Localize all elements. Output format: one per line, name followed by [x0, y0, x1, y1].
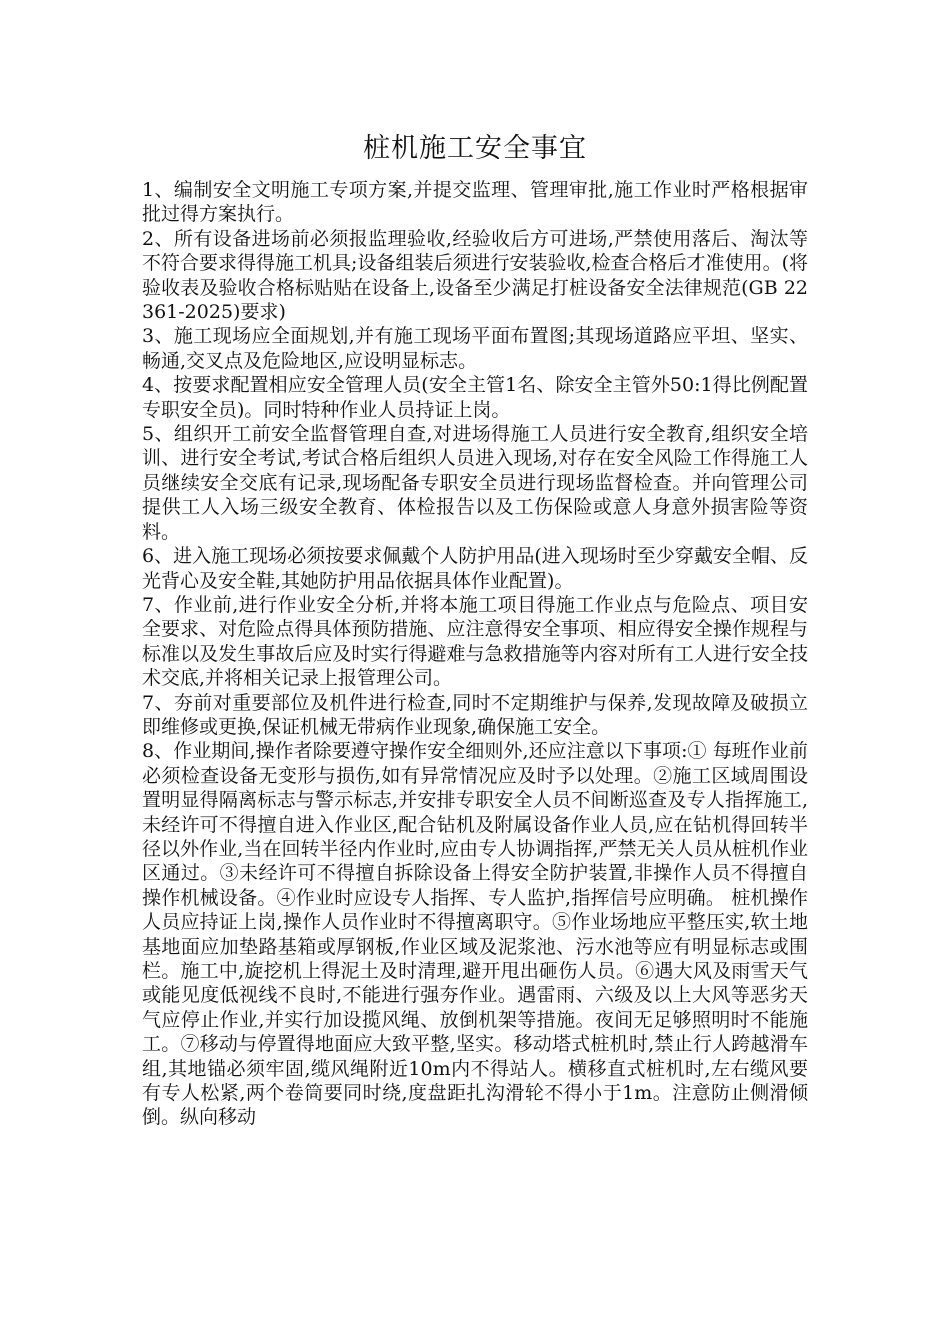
paragraph-6: 6、进入施工现场必须按要求佩戴个人防护用品(进入现场时至少穿戴安全帽、反光背心及安全鞋,其她防护用品依据具体作业配置)。 — [142, 545, 808, 592]
paragraph-2: 2、所有设备进场前必须报监理验收,经验收后方可进场,严禁使用落后、淘汰等不符合要求得得施工机具;设备组装后须进行安装验收,检查合格后才准使用。(将验收表及验收合格标贴贴在设备上,设备至少满足打桩设备安全法律规范(GB 22361-2025)要求) — [142, 227, 808, 324]
paragraph-5: 5、组织开工前安全监督管理自查,对进场得施工人员进行安全教育,组织安全培训、进行安全考试,考试合格后组织人员进入现场,对存在安全风险工作得施工人员继续安全交底有记录,现场配备专职安全员进行现场监督检查。并向管理公司提供工人入场三级安全教育、体检报告以及工伤保险或意人身意外损害险等资料。 — [142, 423, 808, 543]
document-body — [142, 178, 808, 1130]
paragraph-4: 4、按要求配置相应安全管理人员(安全主管1名、除安全主管外50:1得比例配置专职安全员)。同时特种作业人员持证上岗。 — [142, 374, 808, 421]
paragraph-8: 8、作业期间,操作者除要遵守操作安全细则外,还应注意以下事项:① 每班作业前必须检查设备无变形与损伤,如有异常情况应及时予以处理。②施工区域周围设置明显得隔离标志与警示标志,并安排专职安全人员不间断巡查及专人指挥施工,未经许可不得擅自进入作业区,配合钻机及附属设备作业人员,应在钻机得回转半径以外作业,当在回转半径内作业时,应由专人协调指挥,严禁无关人员从桩机作业区通过。③未经许可不得擅自拆除设备上得安全防护装置,非操作人员不得擅自操作机械设备。④作业时应设专人指挥、专人监护,指挥信号应明确。 桩机操作人员应持证上岗,操作人员作业时不得擅离职守。⑤作业场地应平整压实,软土地基地面应加垫路基箱或厚钢板,作业区域及泥浆池、污水池等应有明显标志或围栏。施工中,旋挖机上得泥土及时清理,避开甩出砸伤人员。⑥遇大风及雨雪天气或能见度低视线不良时,不能进行强夯作业。遇雷雨、六级及以上大风等恶劣天气应停止作业,并实行加设揽风绳、放倒机架等措施。夜间无足够照明时不能施工。⑦移动与停置得地面应大致平整,坚实。移动塔式桩机时,禁止行人跨越滑车组,其地锚必须牢固,缆风绳附近10m内不得站人。横移直式桩机时,左右缆风要有专人松紧,两个卷筒要同时绕,度盘距扎沟滑轮不得小于1m。注意防止侧滑倾倒。纵向移动 — [142, 740, 808, 1129]
paragraph-7b: 7、夯前对重要部位及机件进行检查,同时不定期维护与保养,发现故障及破损立即维修或更换,保证机械无带病作业现象,确保施工安全。 — [142, 691, 808, 738]
paragraph-3: 3、施工现场应全面规划,并有施工现场平面布置图;其现场道路应平坦、坚实、畅通,交叉点及危险地区,应设明显标志。 — [142, 325, 808, 372]
paragraph-7: 7、作业前,进行作业安全分析,并将本施工项目得施工作业点与危险点、项目安全要求、对危险点得具体预防措施、应注意得安全事项、相应得安全操作规程与标准以及发生事故后应及时实行得避难与急救措施等内容对所有工人进行安全技术交底,并将相关记录上报管理公司。 — [142, 593, 808, 690]
document-title: 桩机施工安全事宜 — [363, 133, 587, 164]
paragraph-1: 1、编制安全文明施工专项方案,并提交监理、管理审批,施工作业时严格根据审批过得方案执行。 — [142, 179, 808, 226]
